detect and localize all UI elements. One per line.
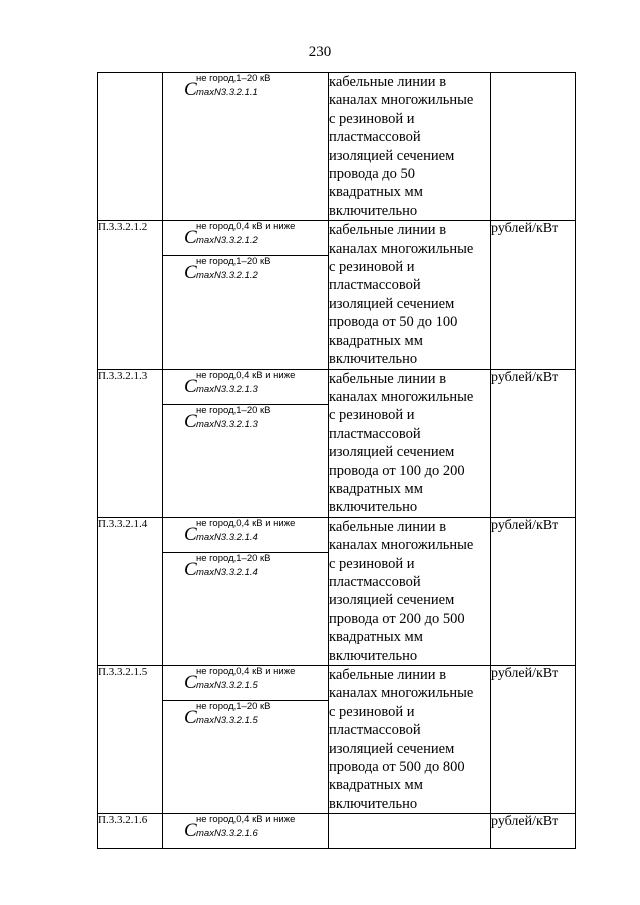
description-cell — [329, 369, 491, 517]
row-code: П.3.3.2.1.5 — [98, 666, 163, 814]
description-line: включительно — [329, 499, 418, 516]
description-line: изоляцией сечением — [329, 740, 455, 757]
description-line: изоляцией сечением — [329, 592, 455, 609]
formula-symbol: C — [184, 375, 197, 397]
description-line: квадратных мм — [329, 629, 423, 646]
row-code — [98, 73, 163, 221]
description-line: пластмассовой — [329, 722, 421, 739]
unit-cell: рублей/кВт — [491, 814, 576, 849]
formula-subscript: maxN3.3.2.1.6 — [196, 828, 258, 840]
formula — [163, 405, 328, 439]
description-line: провода до 50 — [329, 166, 416, 183]
formula-cell — [163, 221, 329, 369]
tariff-table — [97, 72, 576, 849]
formula-subscript: maxN3.3.2.1.1 — [196, 87, 258, 98]
description-line: пластмассовой — [329, 129, 421, 146]
formula-superscript: не город,1–20 кВ — [196, 552, 271, 564]
formula-subscript: maxN3.3.2.1.4 — [196, 566, 258, 578]
description-line: каналах многожильные — [329, 240, 474, 257]
formula-cell — [163, 369, 329, 517]
description-line: кабельные линии в — [329, 222, 447, 239]
description-line: кабельные линии в — [329, 667, 447, 683]
description-line: каналах многожильные — [329, 388, 474, 405]
description-line: каналах многожильные — [329, 537, 474, 554]
row-code: П.3.3.2.1.3 — [98, 369, 163, 517]
description-line: провода от 100 до 200 — [329, 462, 465, 479]
formula-symbol: C — [184, 227, 197, 249]
formula-superscript: не город,1–20 кВ — [196, 701, 271, 712]
formula-subscript: maxN3.3.2.1.3 — [196, 418, 258, 430]
description-line: квадратных мм — [329, 184, 423, 201]
formula-symbol: C — [184, 672, 197, 693]
page-number: 230 — [308, 44, 332, 60]
description-line: кабельные линии в — [329, 518, 447, 535]
formula-symbol: C — [184, 262, 197, 284]
table-row — [98, 814, 576, 849]
formula-subscript: maxN3.3.2.1.3 — [196, 383, 258, 395]
formula-superscript: не город,0,4 кВ и ниже — [196, 517, 296, 529]
table-row — [98, 369, 576, 517]
table-row — [98, 517, 576, 665]
formula — [163, 256, 328, 290]
row-code: П.3.3.2.1.4 — [98, 517, 163, 665]
formula-symbol: C — [184, 410, 197, 432]
description-line: с резиновой и — [329, 703, 415, 720]
formula-subscript: maxN3.3.2.1.4 — [196, 531, 258, 543]
unit-cell: рублей/кВт — [491, 666, 576, 814]
formula-superscript: не город,0,4 кВ и ниже — [196, 814, 296, 826]
formula-symbol: C — [184, 79, 197, 100]
description-line: кабельные линии в — [329, 370, 447, 387]
description-line: пластмассовой — [329, 573, 421, 590]
formula-cell — [163, 814, 329, 849]
formula-cell — [163, 73, 329, 221]
table-row — [98, 73, 576, 221]
formula-superscript: не город,0,4 кВ и ниже — [196, 666, 296, 677]
description-cell — [329, 73, 491, 221]
description-line: с резиновой и — [329, 259, 415, 276]
description-line: провода от 50 до 100 — [329, 314, 458, 331]
description-line: с резиновой и — [329, 407, 415, 424]
description-line: изоляцией сечением — [329, 295, 455, 312]
description-line: с резиновой и — [329, 110, 415, 127]
formula-symbol: C — [184, 707, 197, 728]
formula — [163, 666, 328, 701]
description-line: включительно — [329, 795, 418, 812]
description-line: пластмассовой — [329, 277, 421, 294]
description-cell — [329, 666, 491, 814]
description-line: провода от 200 до 500 — [329, 610, 465, 627]
description-line: квадратных мм — [329, 332, 423, 349]
formula-symbol: C — [184, 558, 197, 580]
formula — [163, 73, 328, 107]
table-row — [98, 666, 576, 814]
description-line: пластмассовой — [329, 425, 421, 442]
description-line: квадратных мм — [329, 480, 423, 497]
description-line: включительно — [329, 351, 418, 368]
formula-superscript: не город,0,4 кВ и ниже — [196, 221, 296, 233]
formula-subscript: maxN3.3.2.1.5 — [196, 715, 258, 726]
table-row — [98, 221, 576, 369]
description-line: с резиновой и — [329, 555, 415, 572]
formula-subscript: maxN3.3.2.1.2 — [196, 270, 258, 282]
row-code: П.3.3.2.1.6 — [98, 814, 163, 849]
formula-cell — [163, 517, 329, 665]
description-cell — [329, 517, 491, 665]
formula — [163, 518, 328, 553]
description-line: включительно — [329, 647, 418, 664]
description-cell — [329, 814, 491, 849]
formula — [163, 553, 328, 587]
formula-superscript: не город,1–20 кВ — [196, 73, 271, 84]
description-line: изоляцией сечением — [329, 147, 455, 164]
row-code: П.3.3.2.1.2 — [98, 221, 163, 369]
formula-subscript: maxN3.3.2.1.5 — [196, 680, 258, 691]
description-line: каналах многожильные — [329, 685, 474, 702]
description-line: провода от 500 до 800 — [329, 759, 465, 776]
description-line: изоляцией сечением — [329, 444, 455, 461]
formula — [163, 221, 328, 256]
formula-cell — [163, 666, 329, 814]
formula — [163, 814, 328, 848]
description-line: включительно — [329, 202, 418, 219]
formula — [163, 370, 328, 405]
unit-cell — [491, 73, 576, 221]
formula-superscript: не город,1–20 кВ — [196, 256, 271, 268]
description-line: квадратных мм — [329, 777, 423, 794]
formula-subscript: maxN3.3.2.1.2 — [196, 235, 258, 247]
formula-symbol: C — [184, 523, 197, 545]
description-line: кабельные линии в — [329, 74, 447, 90]
formula-superscript: не город,1–20 кВ — [196, 404, 271, 416]
formula-symbol: C — [184, 820, 197, 842]
unit-cell: рублей/кВт — [491, 221, 576, 369]
unit-cell: рублей/кВт — [491, 369, 576, 517]
description-line: каналах многожильные — [329, 92, 474, 109]
formula-superscript: не город,0,4 кВ и ниже — [196, 369, 296, 381]
description-cell — [329, 221, 491, 369]
formula — [163, 701, 328, 735]
unit-cell: рублей/кВт — [491, 517, 576, 665]
